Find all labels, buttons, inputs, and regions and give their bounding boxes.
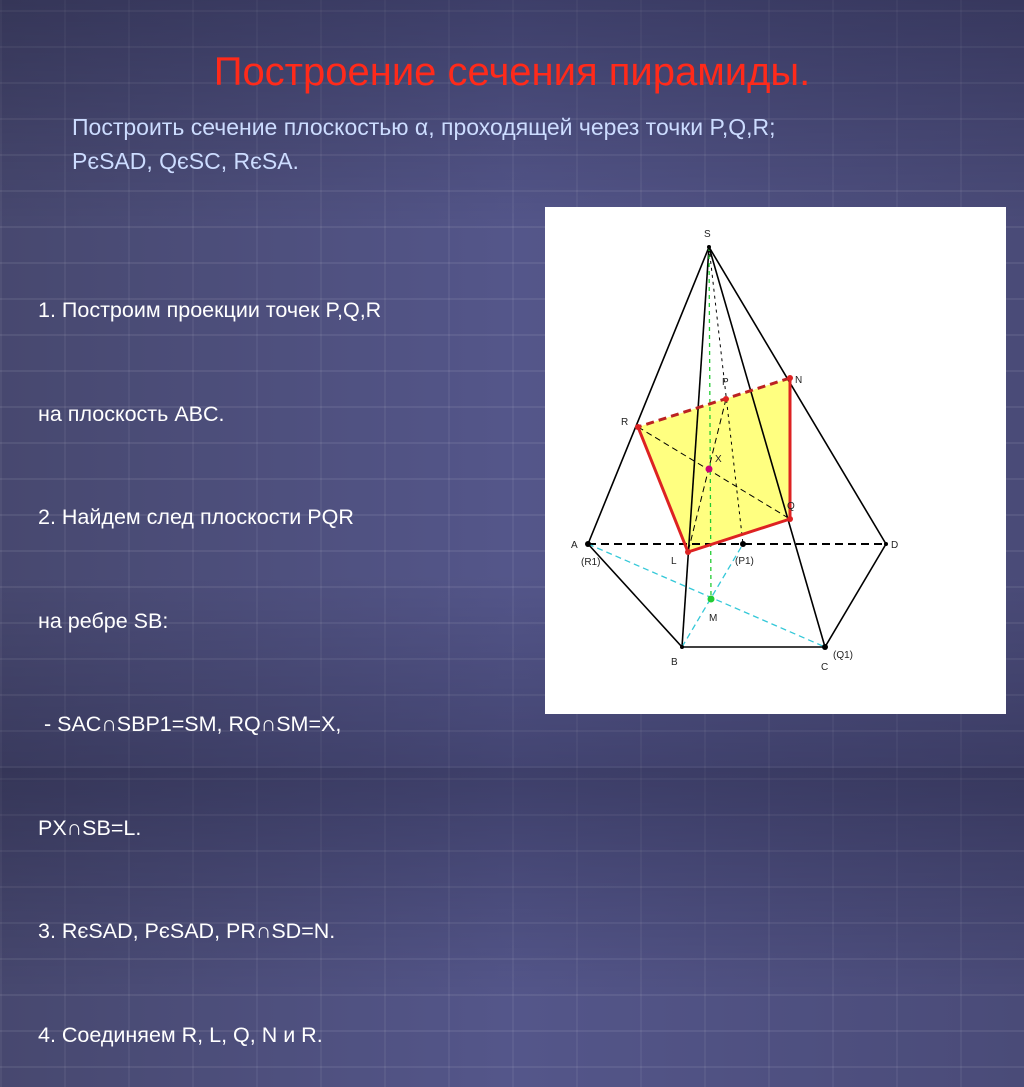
point-q: [787, 516, 793, 522]
point-s: [707, 245, 711, 249]
pyramid-diagram: [545, 207, 1006, 714]
label-a: A: [571, 540, 578, 551]
step-line: на плоскость ABC.: [38, 401, 225, 426]
label-s: S: [704, 229, 711, 240]
label-q: Q: [787, 501, 795, 512]
point-l: [685, 549, 691, 555]
edge-ab: [588, 544, 682, 647]
point-d: [884, 542, 888, 546]
point-r: [635, 424, 641, 430]
step-line: PX∩SB=L.: [38, 815, 142, 840]
point-n: [787, 375, 793, 381]
point-p1: [740, 541, 746, 547]
label-m: M: [709, 613, 718, 624]
slide-title: Построение сечения пирамиды.: [213, 50, 811, 94]
line-r1-c: [588, 544, 825, 647]
label-p1: (P1): [735, 556, 754, 567]
line-b-p1: [682, 544, 743, 647]
step-line: 3. RєSAD, PєSAD, PR∩SD=N.: [38, 919, 336, 943]
label-l: L: [671, 556, 677, 567]
label-q1: (Q1): [833, 650, 853, 661]
task-line: PєSAD, QєSC, RєSA.: [72, 148, 299, 174]
task-line: Построить сечение плоскостью α, проходящей через точки P,Q,R;: [72, 114, 776, 140]
step-line: на ребре SB:: [38, 608, 169, 633]
point-m: [708, 596, 715, 603]
pyramid-figure-panel: [545, 207, 1006, 714]
edge-cd: [825, 544, 886, 647]
step-line: 4. Соединяем R, L, Q, N и R.: [38, 1022, 323, 1047]
point-a: [585, 541, 591, 547]
solution-steps: [38, 224, 538, 1087]
label-r1: (R1): [581, 557, 601, 568]
point-b: [680, 645, 684, 649]
point-x: [706, 466, 713, 473]
task-statement: [72, 110, 972, 178]
label-x: X: [715, 454, 722, 465]
step-line: 2. Найдем след плоскости PQR: [38, 505, 354, 529]
label-c: C: [821, 662, 829, 673]
label-n: N: [795, 375, 803, 386]
step-line: - SAC∩SBP1=SM, RQ∩SM=X,: [38, 712, 342, 736]
point-p: [723, 396, 729, 402]
label-r: R: [621, 417, 629, 428]
label-d: D: [891, 540, 899, 551]
label-p: P: [722, 377, 729, 388]
label-b: B: [671, 657, 678, 668]
point-c: [822, 644, 828, 650]
step-line: 1. Построим проекции точек P,Q,R: [38, 298, 382, 322]
